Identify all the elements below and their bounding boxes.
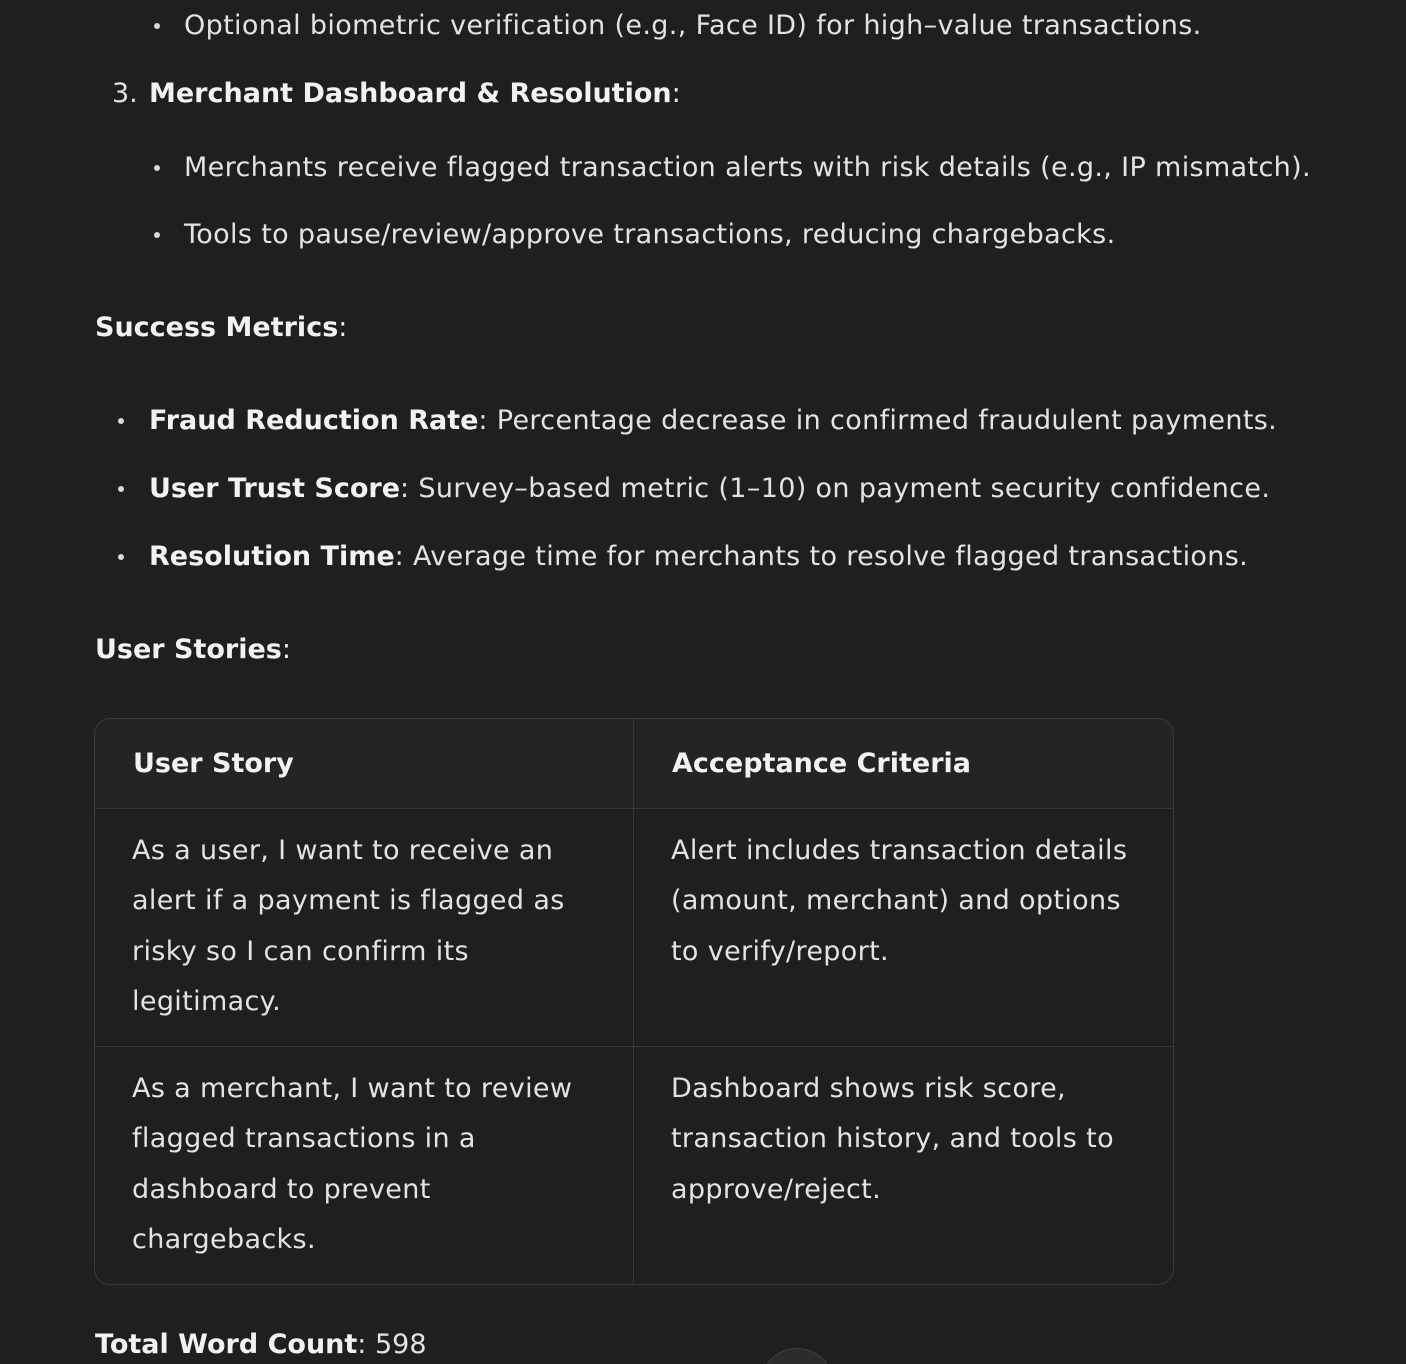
metric-term: Fraud Reduction Rate xyxy=(149,405,479,436)
list-item-text: Optional biometric verification (e.g., Face ID) for high–value transactions. xyxy=(184,10,1202,41)
column-divider xyxy=(633,719,634,1284)
metric-term: User Trust Score xyxy=(149,473,401,504)
list-item-text: Tools to pause/review/approve transactions, reducing chargebacks. xyxy=(184,219,1116,250)
metric-term: Resolution Time xyxy=(149,541,395,572)
row-divider xyxy=(95,1046,1173,1047)
numbered-item-title: Merchant Dashboard & Resolution: xyxy=(149,78,681,109)
user-stories-heading: User Stories: xyxy=(95,634,291,665)
table-cell-criteria: Alert includes transaction details (amount, merchant) and options to verify/report. xyxy=(671,835,1128,967)
bullet-icon xyxy=(154,232,160,238)
table-cell-criteria: Dashboard shows risk score, transaction history, and tools to approve/reject. xyxy=(671,1073,1114,1205)
bullet-icon xyxy=(118,418,124,424)
total-word-count-value: 598 xyxy=(375,1329,427,1360)
table-header-row xyxy=(95,719,1173,809)
success-metrics-heading: Success Metrics: xyxy=(95,312,348,343)
bullet-icon xyxy=(154,23,160,29)
total-word-count: Total Word Count: 598 xyxy=(95,1329,427,1360)
column-header-acceptance-criteria: Acceptance Criteria xyxy=(672,748,972,779)
user-stories-table xyxy=(94,718,1174,1285)
metric-description: : Percentage decrease in confirmed fraudulent payments. xyxy=(478,405,1278,436)
metric-description: : Average time for merchants to resolve flagged transactions. xyxy=(394,541,1249,572)
total-word-count-label: Total Word Count xyxy=(95,1329,358,1360)
bullet-icon xyxy=(154,165,160,171)
table-cell-story: As a user, I want to receive an alert if a payment is flagged as risky so I can confirm its legitimacy. xyxy=(132,835,565,1017)
list-number: 3. xyxy=(112,78,138,109)
metric-description: : Survey–based metric (1–10) on payment security confidence. xyxy=(400,473,1271,504)
bullet-icon xyxy=(118,554,124,560)
column-header-user-story: User Story xyxy=(133,748,294,779)
scroll-to-bottom-button[interactable] xyxy=(760,1348,834,1364)
table-cell-story: As a merchant, I want to review flagged transactions in a dashboard to prevent chargebacks. xyxy=(132,1073,573,1255)
bullet-icon xyxy=(118,486,124,492)
list-item-text: Merchants receive flagged transaction alerts with risk details (e.g., IP mismatch). xyxy=(184,152,1311,183)
